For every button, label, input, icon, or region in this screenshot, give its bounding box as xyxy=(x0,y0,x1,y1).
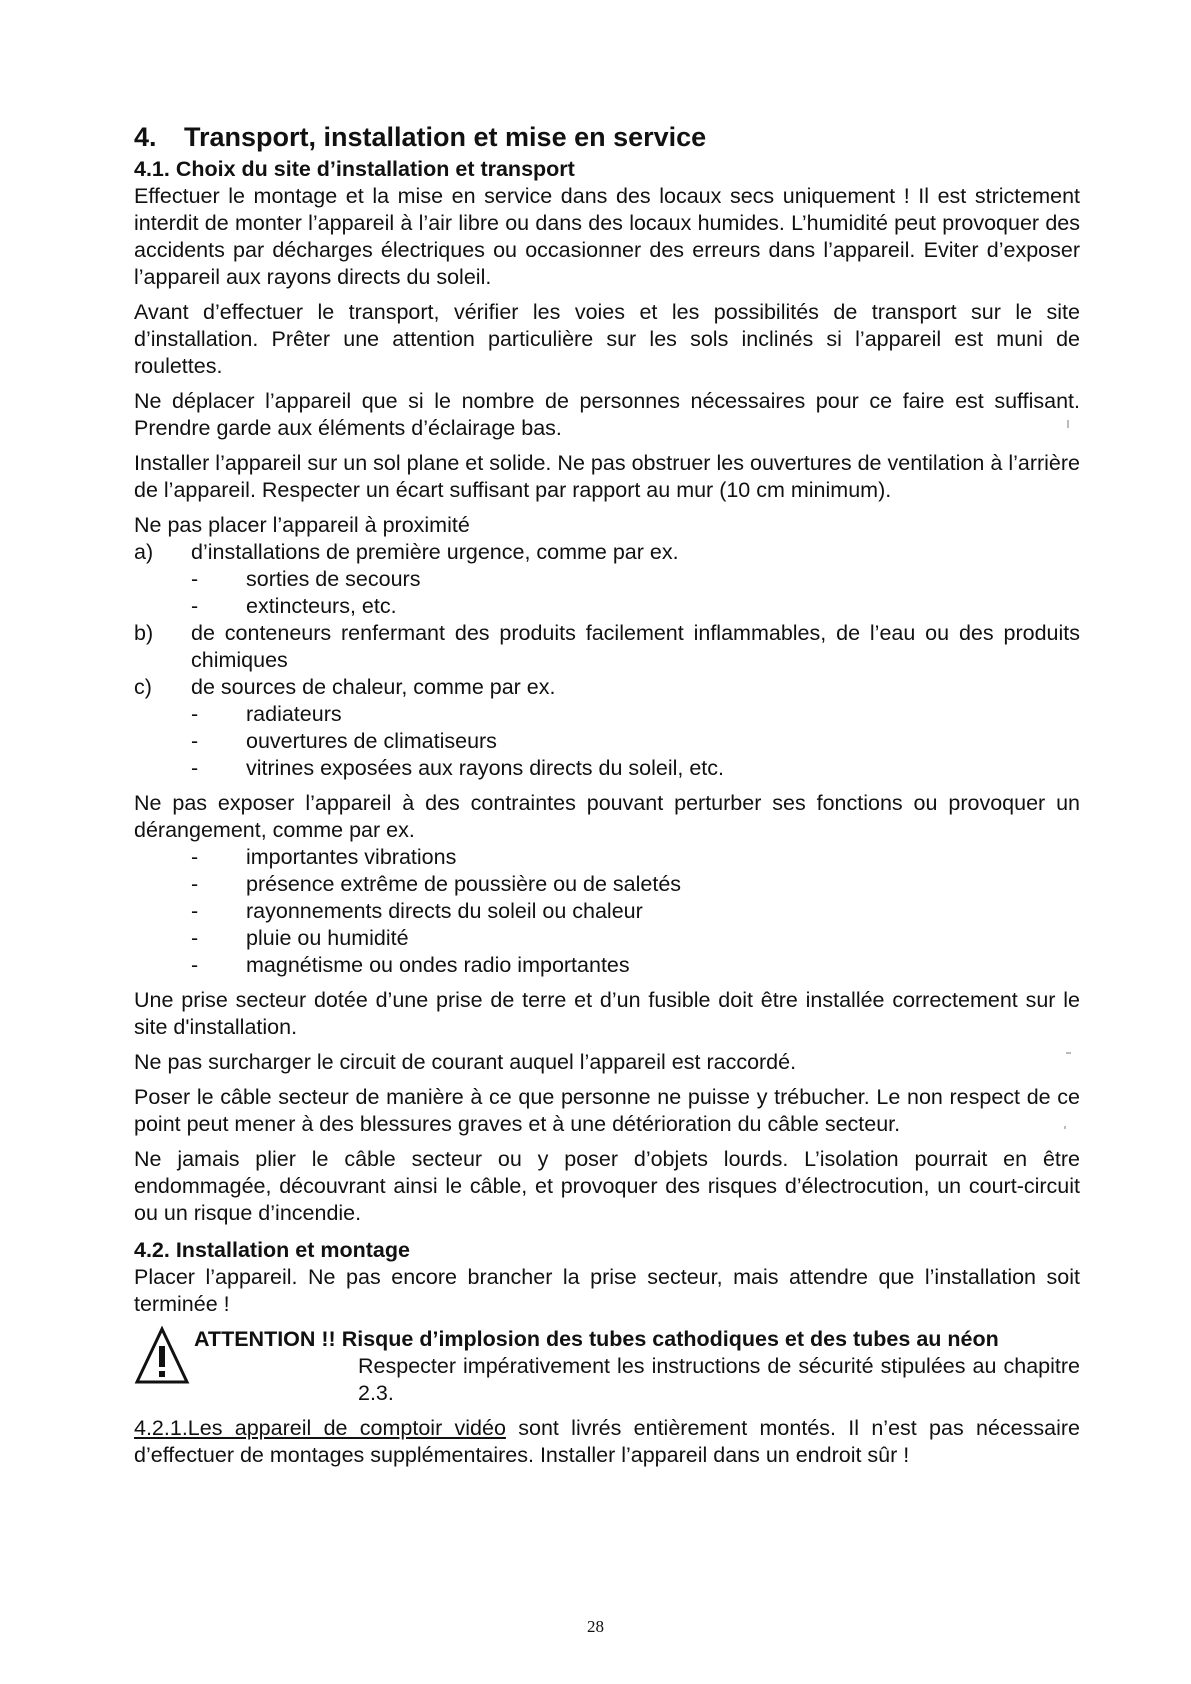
list-label: a) xyxy=(134,540,154,564)
paragraph: Ne pas exposer l’appareil à des contraintes pouvant perturber ses fonctions ou provoquer un dérangement, comme par ex. xyxy=(134,791,1080,842)
chapter-number: 4. xyxy=(134,122,157,152)
constraints-list xyxy=(134,844,1080,979)
paragraph: Placer l’appareil. Ne pas encore brancher la prise secteur, mais attendre que l’installation soit terminée ! xyxy=(134,1265,1080,1316)
chapter-heading xyxy=(134,120,1080,154)
sublist-item: - extincteurs, etc. xyxy=(191,594,397,618)
section-4-2-title: 4.2. Installation et montage xyxy=(134,1238,410,1262)
sublist-a xyxy=(134,566,1080,620)
paragraph: 4.2.1.Les appareil de comptoir vidéo sont livrés entièrement montés. Il n’est pas nécessaire d’effectuer de montages supplémentaires. Installer l’appareil dans un endroit sûr ! xyxy=(134,1416,1080,1467)
warning-text: Respecter impérativement les instructions de sécurité stipulées au chapitre 2.3. xyxy=(358,1354,1080,1405)
paragraph: Ne pas placer l’appareil à proximité xyxy=(134,513,470,537)
scan-speck xyxy=(1064,1126,1066,1129)
list-label: c) xyxy=(134,675,152,699)
warning-triangle-icon xyxy=(134,1326,194,1388)
list-item: - présence extrême de poussière ou de saletés xyxy=(191,872,682,896)
chapter-title: Transport, installation et mise en service xyxy=(184,122,707,152)
sublist-item: - sorties de secours xyxy=(191,567,421,591)
warning-heading xyxy=(194,1326,1080,1353)
list-text: de conteneurs renfermant des produits facilement inflammables, de l’eau ou des produits chimiques xyxy=(191,621,1080,672)
paragraph: Avant d’effectuer le transport, vérifier les voies et les possibilités de transport sur le site d’installation. Prêter une attention particulière sur les sols inclinés si l’appareil est muni de roulettes. xyxy=(134,300,1080,378)
list-item: - importantes vibrations xyxy=(191,845,457,869)
list-text: d’installations de première urgence, comme par ex. xyxy=(191,540,679,564)
paragraph: Une prise secteur dotée d’une prise de terre et d’un fusible doit être installée correctement sur le site d'installation. xyxy=(134,988,1080,1039)
sublist-c xyxy=(134,701,1080,782)
section-4-1-title: 4.1. Choix du site d’installation et transport xyxy=(134,157,575,181)
paragraph: Installer l’appareil sur un sol plane et solide. Ne pas obstruer les ouvertures de ventilation à l’arrière de l’appareil. Respecter un écart suffisant par rapport au mur (10 cm minimum). xyxy=(134,451,1080,502)
sublist-item: - ouvertures de climatiseurs xyxy=(191,729,497,753)
list-text: de sources de chaleur, comme par ex. xyxy=(191,675,556,699)
scan-speck xyxy=(1067,420,1069,428)
paragraph: Ne déplacer l’appareil que si le nombre de personnes nécessaires pour ce faire est suffisant. Prendre garde aux éléments d’éclairage bas. xyxy=(134,389,1080,440)
paragraph: Effectuer le montage et la mise en service dans des locaux secs uniquement ! Il est strictement interdit de monter l’appareil à l’air libre ou dans des locaux humides. L’humidité peut provoquer des accidents par décharges électriques ou occasionner des erreurs dans l’appareil. Eviter d’exposer l’appareil aux rayons directs du soleil. xyxy=(134,184,1080,289)
sublist-item: - radiateurs xyxy=(191,702,342,726)
list-item: - rayonnements directs du soleil ou chaleur xyxy=(191,899,643,923)
warning-block xyxy=(134,1326,1080,1407)
list-item-b xyxy=(134,620,1080,674)
list-item-c xyxy=(134,674,1080,701)
list-item: - pluie ou humidité xyxy=(191,926,409,950)
sublist-item: - vitrines exposées aux rayons directs du soleil, etc. xyxy=(191,756,725,780)
paragraph: Poser le câble secteur de manière à ce que personne ne puisse y trébucher. Le non respect de ce point peut mener à des blessures graves et à une détérioration du câble secteur. xyxy=(134,1085,1080,1136)
paragraph: Ne pas surcharger le circuit de courant auquel l’appareil est raccordé. xyxy=(134,1050,797,1074)
warning-title: Risque d’implosion des tubes cathodiques et des tubes au néon xyxy=(341,1327,999,1351)
scan-speck xyxy=(1066,1052,1071,1054)
list-item: - magnétisme ou ondes radio importantes xyxy=(191,953,630,977)
underlined-reference: 4.2.1.Les appareil de comptoir vidéo xyxy=(134,1416,506,1440)
warning-label: ATTENTION !! xyxy=(194,1327,336,1351)
page-number: 28 xyxy=(587,1617,604,1636)
list-item-a xyxy=(134,539,1080,566)
paragraph: Ne jamais plier le câble secteur ou y poser d’objets lourds. L’isolation pourrait en être endommagée, découvrant ainsi le câble, et provoquer des risques d’électrocution, un court-circuit ou un risque d’incendie. xyxy=(134,1147,1080,1225)
list-label: b) xyxy=(134,621,154,645)
page-content xyxy=(134,120,1080,1477)
